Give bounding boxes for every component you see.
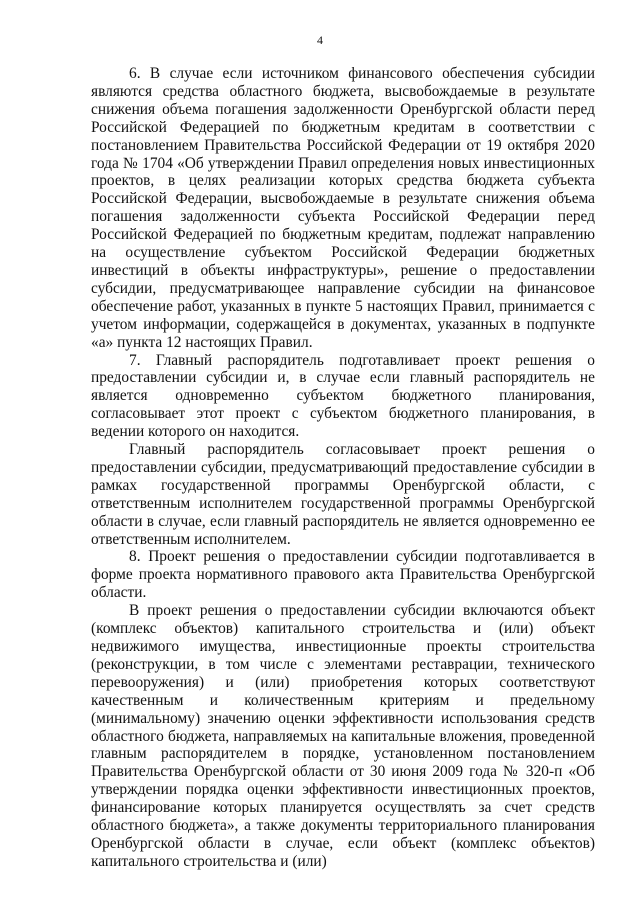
page-number: 4	[317, 33, 323, 47]
document-body	[91, 65, 595, 871]
paragraph-8-contents: В проект решения о предоставлении субсидии включаются объект (комплекс объектов) капитального строительства и (или) объект недвижимого имущества, инвестиционные проекты строительства (реконструкции, в том числе с элементами реставрации, технического перевооружения) и (или) приобретения которых соответствуют качественным и количественным критериям и предельному (минимальному) значению оценки эффективности использования средств областного бюджета, направляемых на капитальные вложения, проведенной главным распорядителем в порядке, установленном постановлением Правительства Оренбургской области от 30 июня 2009 года № 320-п «Об утверждении порядка оценки эффективности инвестиционных проектов, финансирование которых планируется осуществлять за счет средств областного бюджета», а также документы территориального планирования Оренбургской области в случае, если объект (комплекс объектов) капитального строительства и (или)	[91, 602, 595, 870]
paragraph-7-approval: Главный распорядитель согласовывает проект решения о предоставлении субсидии, предусматривающий предоставление субсидии в рамках государственной программы Оренбургской области, с ответственным исполнителем государственной программы Оренбургской области в случае, если главный распорядитель не является одновременно ее ответственным исполнителем.	[91, 441, 595, 548]
paragraph-6: 6. В случае если источником финансового обеспечения субсидии являются средства областного бюджета, высвобождаемые в результате снижения объема погашения задолженности Оренбургской области перед Российской Федерацией по бюджетным кредитам в соответствии с постановлением Правительства Российской Федерации от 19 октября 2020 года № 1704 «Об утверждении Правил определения новых инвестиционных проектов, в целях реализации которых средства бюджета субъекта Российской Федерации, высвобождаемые в результате снижения объема погашения задолженности субъекта Российской Федерации перед Российской Федерацией по бюджетным кредитам, подлежат направлению на осуществление субъектом Российской Федерации бюджетных инвестиций в объекты инфраструктуры», решение о предоставлении субсидии, предусматривающее направление субсидии на финансовое обеспечение работ, указанных в пункте 5 настоящих Правил, принимается с учетом информации, содержащейся в документах, указанных в подпункте «а» пункта 12 настоящих Правил.	[91, 65, 595, 351]
paragraph-7: 7. Главный распорядитель подготавливает проект решения о предоставлении субсидии и, в случае если главный распорядитель не является одновременно субъектом бюджетного планирования, согласовывает этот проект с субъектом бюджетного планирования, в ведении которого он находится.	[91, 351, 595, 441]
paragraph-8: 8. Проект решения о предоставлении субсидии подготавливается в форме проекта нормативного правового акта Правительства Оренбургской области.	[91, 548, 595, 602]
